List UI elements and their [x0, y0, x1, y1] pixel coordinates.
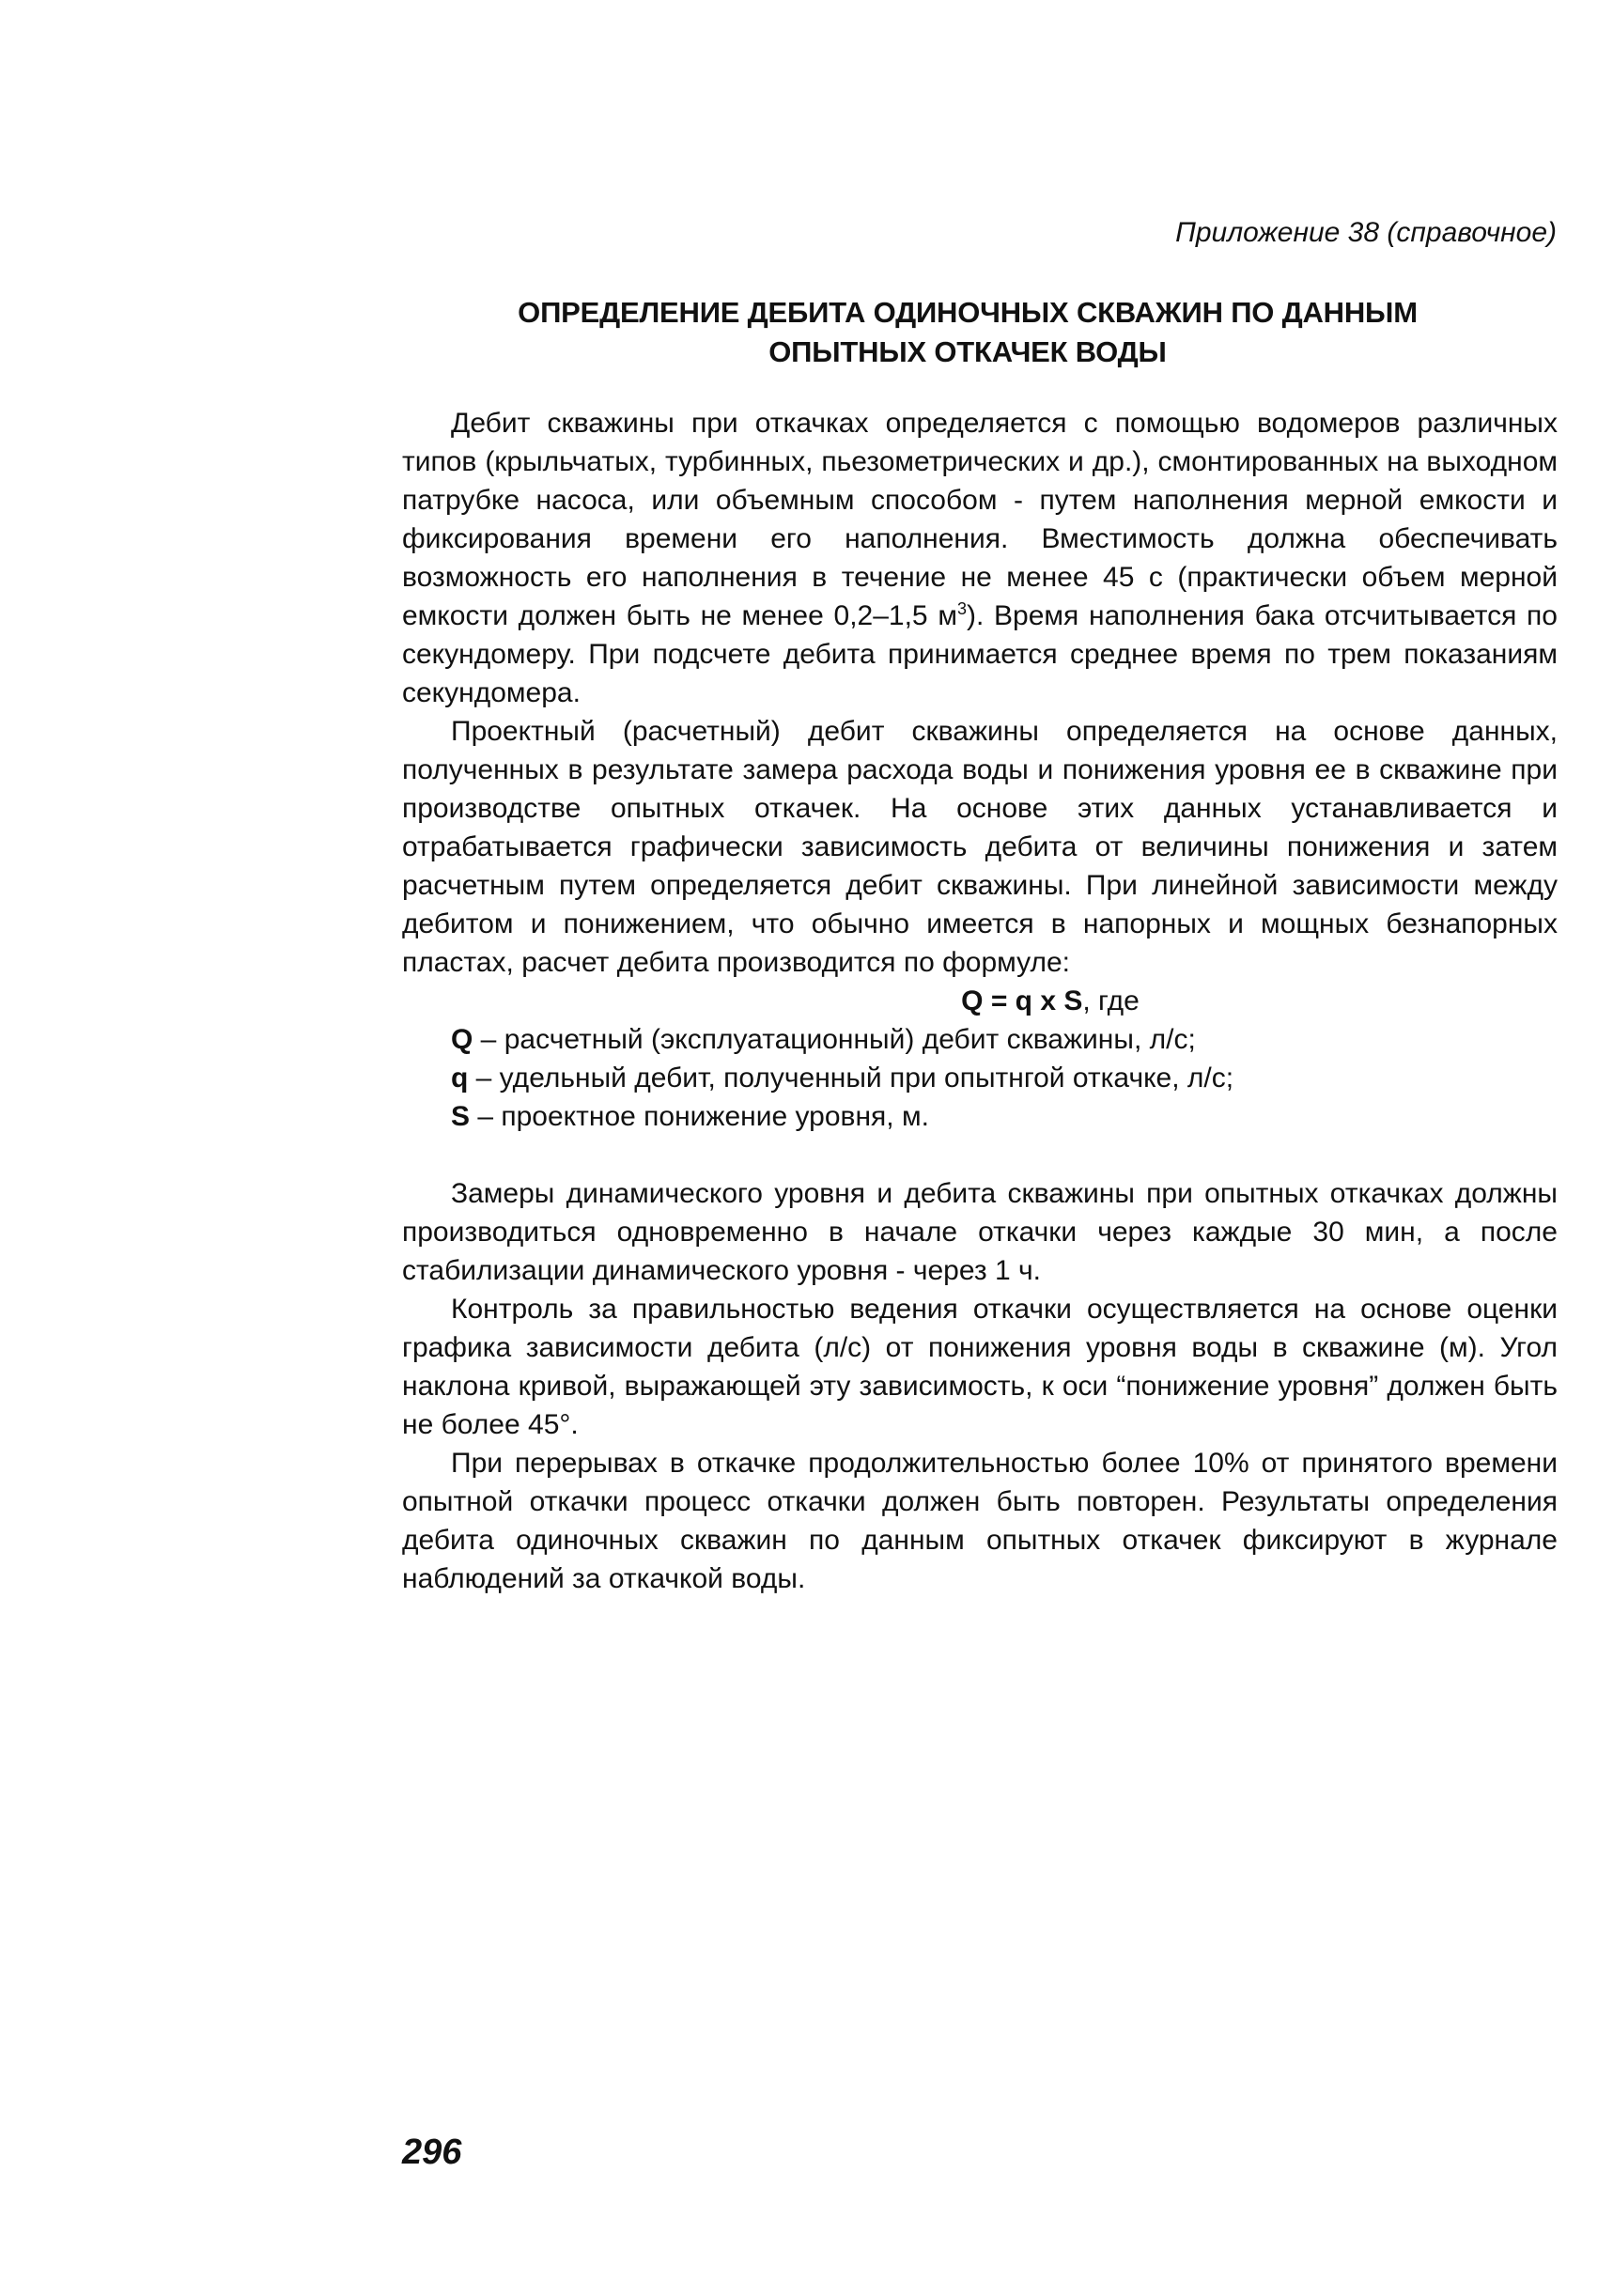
document-body	[402, 404, 1558, 1598]
formula-suffix: , где	[1082, 985, 1140, 1016]
definition-item	[451, 1020, 1558, 1059]
paragraph-1-tail: ). Время наполнения бака отсчитывается по секундомеру. При подсчете дебита принимается среднее время по трем показаниям секундомера.	[402, 600, 1558, 708]
yield-formula	[402, 982, 1558, 1020]
paragraph-measurement-methods	[402, 404, 1558, 712]
page-number: 296	[402, 2133, 462, 2172]
document-title	[404, 293, 1531, 372]
paragraph-spacer	[402, 1136, 1558, 1174]
appendix-label: Приложение 38 (справочное)	[1175, 217, 1557, 248]
paragraph-design-yield: Проектный (расчетный) дебит скважины определяется на основе данных, полученных в результате замера расхода воды и понижения уровня ее в скважине при производстве опытных откачек. На основе этих данных устанавливается и отрабатывается графически зависимость дебита от величины понижения и затем расчетным путем определяется дебит скважины. При линейной зависимости между дебитом и понижением, что обычно имеется в напорных и мощных безнапорных пластах, расчет дебита производится по формуле:	[402, 716, 1558, 978]
title-line-2: ОПЫТНЫХ ОТКАЧЕК ВОДЫ	[768, 335, 1167, 368]
definition-symbol: Q	[451, 1024, 473, 1055]
paragraph-dynamic-level-measurements: Замеры динамического уровня и дебита скважины при опытных откачках должны производиться одновременно в начале откачки через каждые 30 мин, а после стабилизации динамического уровня - через 1 ч.	[402, 1178, 1558, 1286]
formula-expression: Q = q x S	[961, 985, 1083, 1016]
definition-symbol: q	[451, 1063, 469, 1094]
title-line-1: ОПРЕДЕЛЕНИЕ ДЕБИТА ОДИНОЧНЫХ СКВАЖИН ПО ДАННЫМ	[518, 296, 1418, 329]
definition-text: – проектное понижение уровня, м.	[470, 1101, 929, 1132]
definition-item	[451, 1059, 1558, 1097]
cubic-superscript: 3	[956, 599, 967, 618]
paragraph-1-text: Дебит скважины при откачках определяется с помощью водомеров различных типов (крыльчатых, турбинных, пьезометрических и др.), смонтированных на выходном патрубке насоса, или объемным способом - путем наполнения мерной емкости и фиксирования времени его наполнения. Вместимость должна обеспечивать возможность его наполнения в течение не менее 45 с (практически объем мерной емкости должен быть не менее 0,2–1,5 м	[402, 408, 1558, 631]
definition-symbol: S	[451, 1101, 471, 1132]
paragraph-pumping-control: Контроль за правильностью ведения откачки осуществляется на основе оценки графика зависимости дебита (л/с) от понижения уровня воды в скважине (м). Угол наклона кривой, выражающей эту зависимость, к оси “понижение уровня” должен быть не более 45°.	[402, 1294, 1558, 1440]
definition-text: – удельный дебит, полученный при опытнгой откачке, л/с;	[468, 1063, 1234, 1094]
definition-item	[451, 1097, 1558, 1136]
paragraph-pumping-interruptions: При перерывах в откачке продолжительностью более 10% от принятого времени опытной откачки процесс откачки должен быть повторен. Результаты определения дебита одиночных скважин по данным опытных откачек фиксируют в журнале наблюдений за откачкой воды.	[402, 1448, 1558, 1594]
formula-definitions	[402, 1020, 1558, 1136]
definition-text: – расчетный (эксплуатационный) дебит скважины, л/с;	[473, 1024, 1196, 1055]
